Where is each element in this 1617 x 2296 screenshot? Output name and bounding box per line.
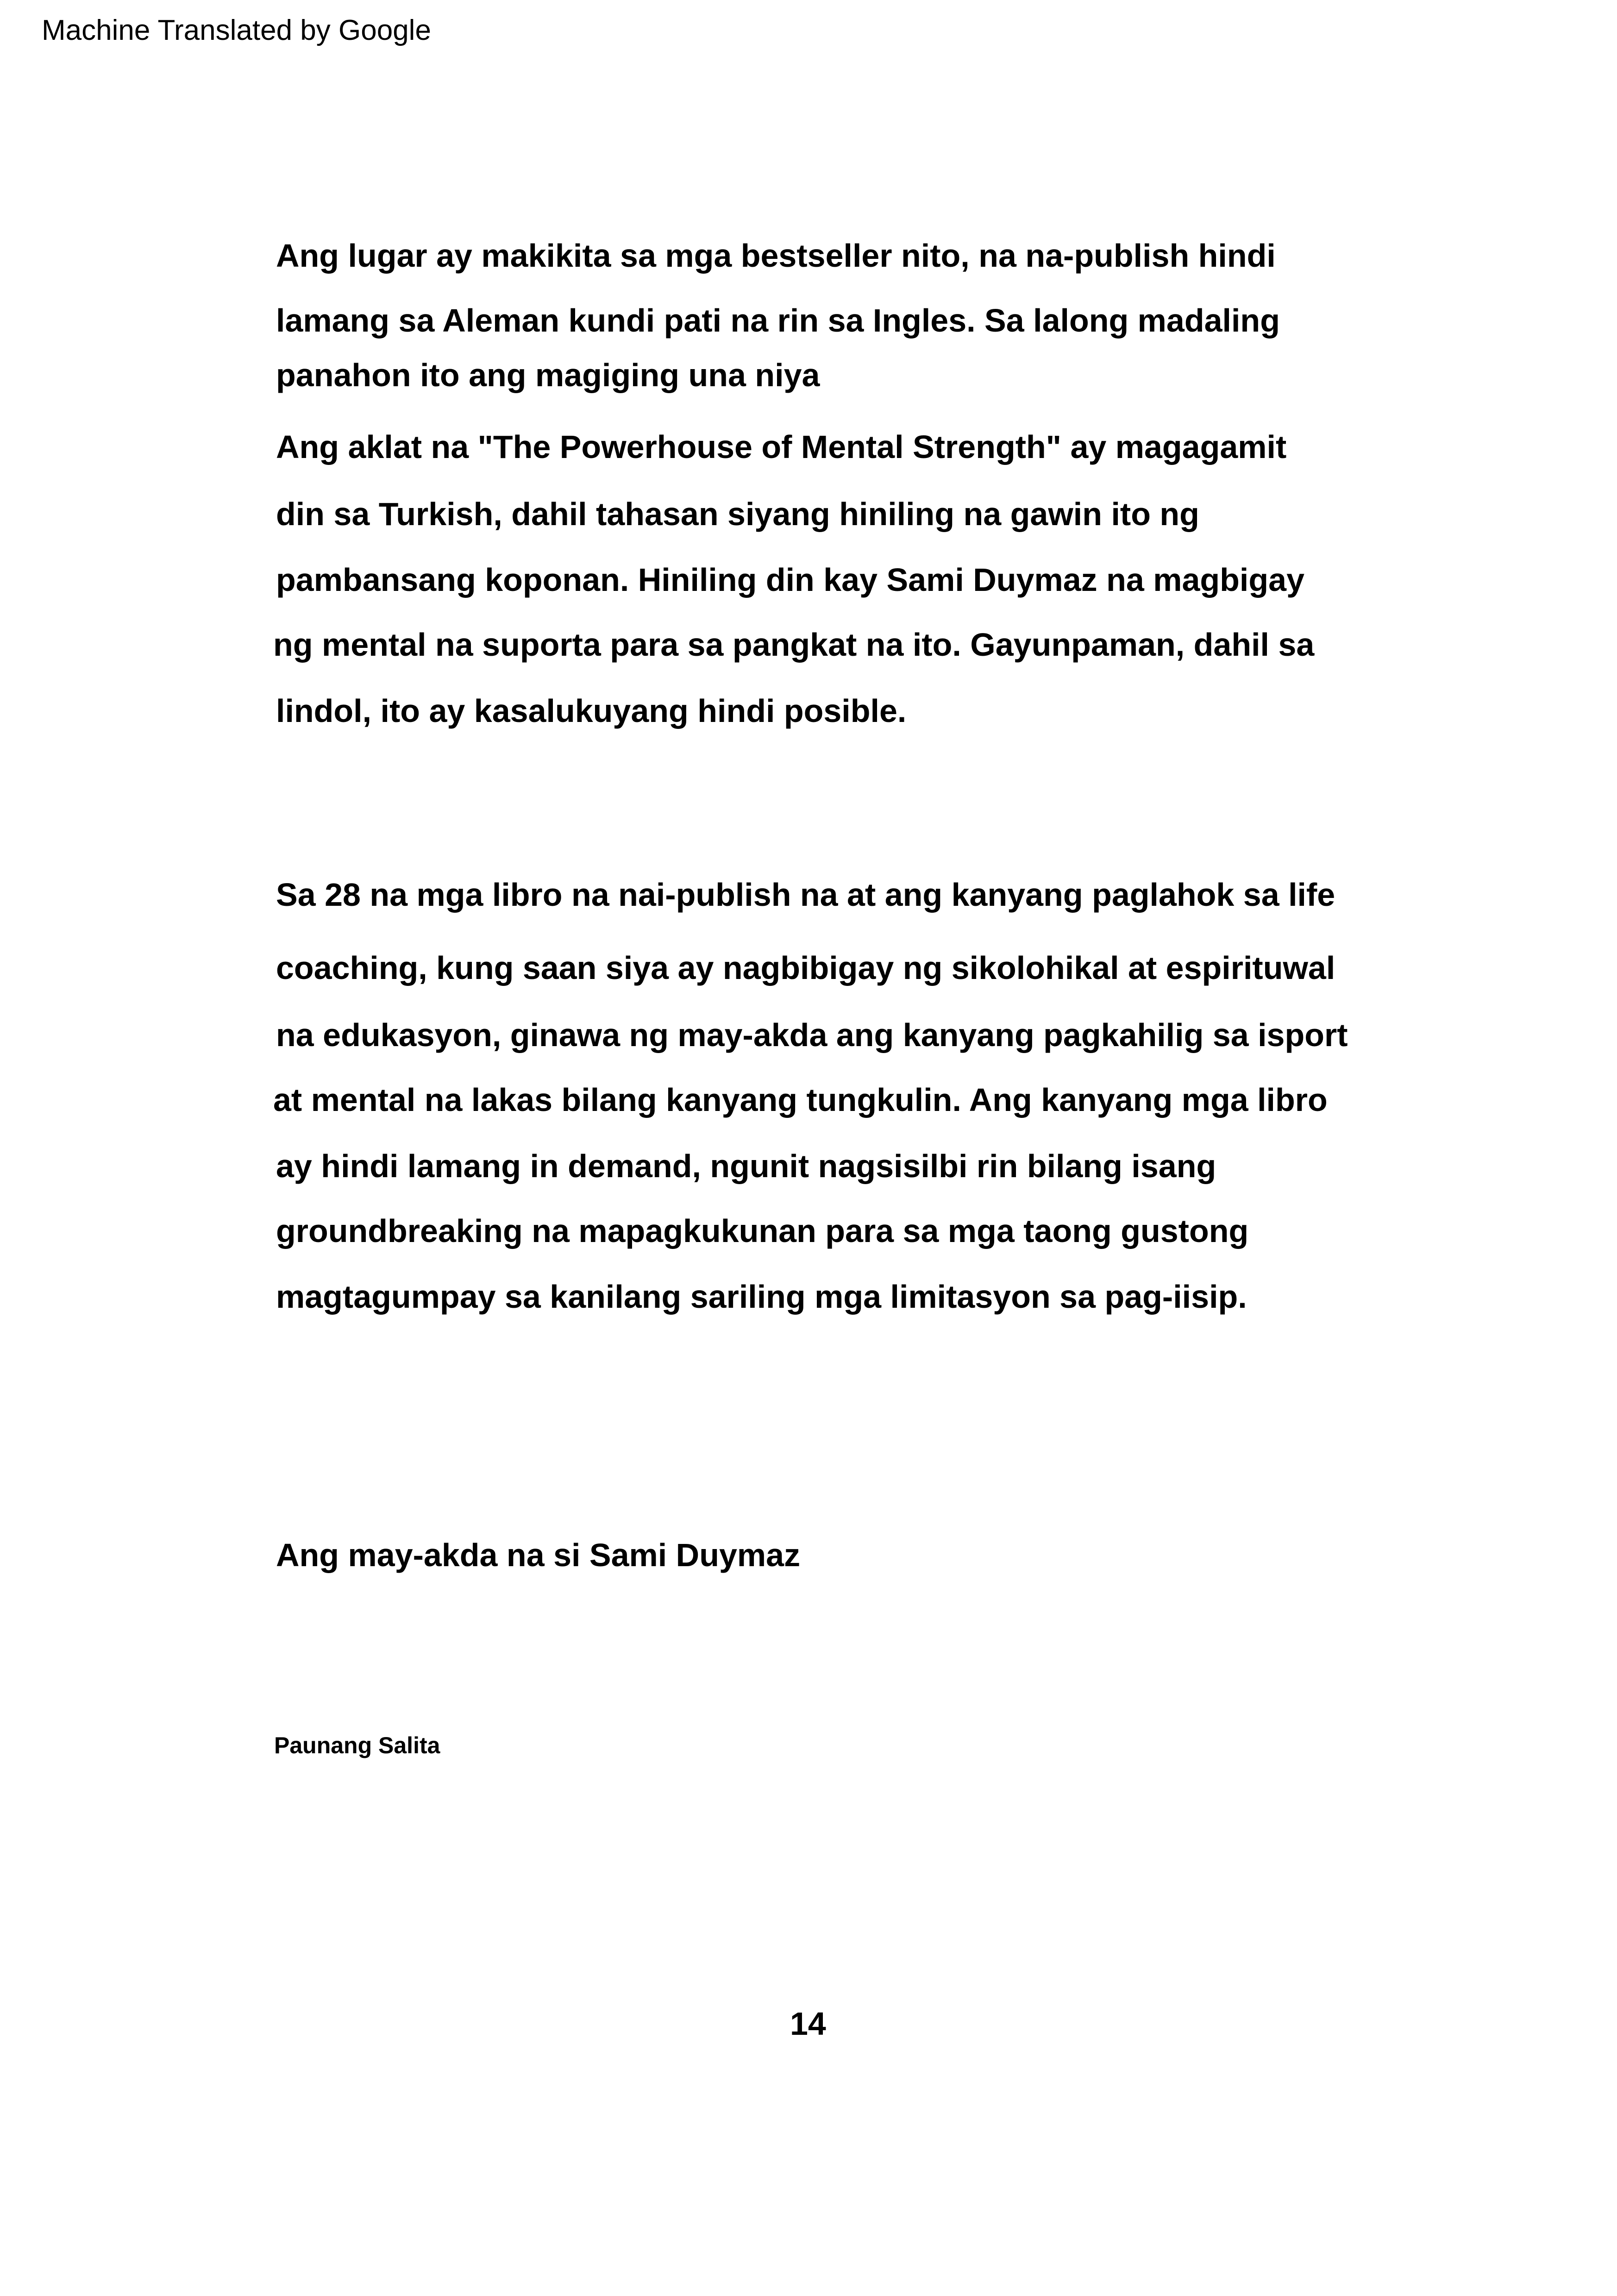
paragraph-1-line: panahon ito ang magiging una niya — [276, 357, 820, 393]
page-number: 14 — [790, 2006, 826, 2042]
section-label: Paunang Salita — [274, 1732, 440, 1758]
author-signature: Ang may-akda na si Sami Duymaz — [276, 1537, 801, 1573]
paragraph-2-line: na edukasyon, ginawa ng may-akda ang kanyang pagkahilig sa isport — [276, 1017, 1348, 1053]
paragraph-1-line: Ang lugar ay makikita sa mga bestseller nito, na na-publish hindi — [276, 238, 1276, 274]
paragraph-2-line: Sa 28 na mga libro na nai-publish na at ang kanyang paglahok sa life — [276, 877, 1335, 913]
watermark-header: Machine Translated by Google — [42, 14, 431, 46]
paragraph-1-line: ng mental na suporta para sa pangkat na ito. Gayunpaman, dahil sa — [273, 627, 1315, 663]
paragraph-1-line: din sa Turkish, dahil tahasan siyang hiniling na gawin ito ng — [276, 496, 1199, 532]
paragraph-1-line: pambansang koponan. Hiniling din kay Sami Duymaz na magbigay — [276, 562, 1304, 598]
paragraph-1-line: lindol, ito ay kasalukuyang hindi posible. — [276, 693, 907, 729]
paragraph-2-line: at mental na lakas bilang kanyang tungkulin. Ang kanyang mga libro — [273, 1082, 1328, 1118]
paragraph-2-line: ay hindi lamang in demand, ngunit nagsisilbi rin bilang isang — [276, 1148, 1216, 1184]
paragraph-2-line: coaching, kung saan siya ay nagbibigay ng sikolohikal at espirituwal — [276, 950, 1335, 986]
paragraph-2-line: groundbreaking na mapagkukunan para sa mga taong gustong — [276, 1213, 1249, 1249]
paragraph-1-line: lamang sa Aleman kundi pati na rin sa Ingles. Sa lalong madaling — [276, 302, 1280, 339]
paragraph-2-line: magtagumpay sa kanilang sariling mga limitasyon sa pag-iisip. — [276, 1279, 1247, 1315]
paragraph-1-line: Ang aklat na "The Powerhouse of Mental Strength" ay magagamit — [276, 429, 1287, 465]
